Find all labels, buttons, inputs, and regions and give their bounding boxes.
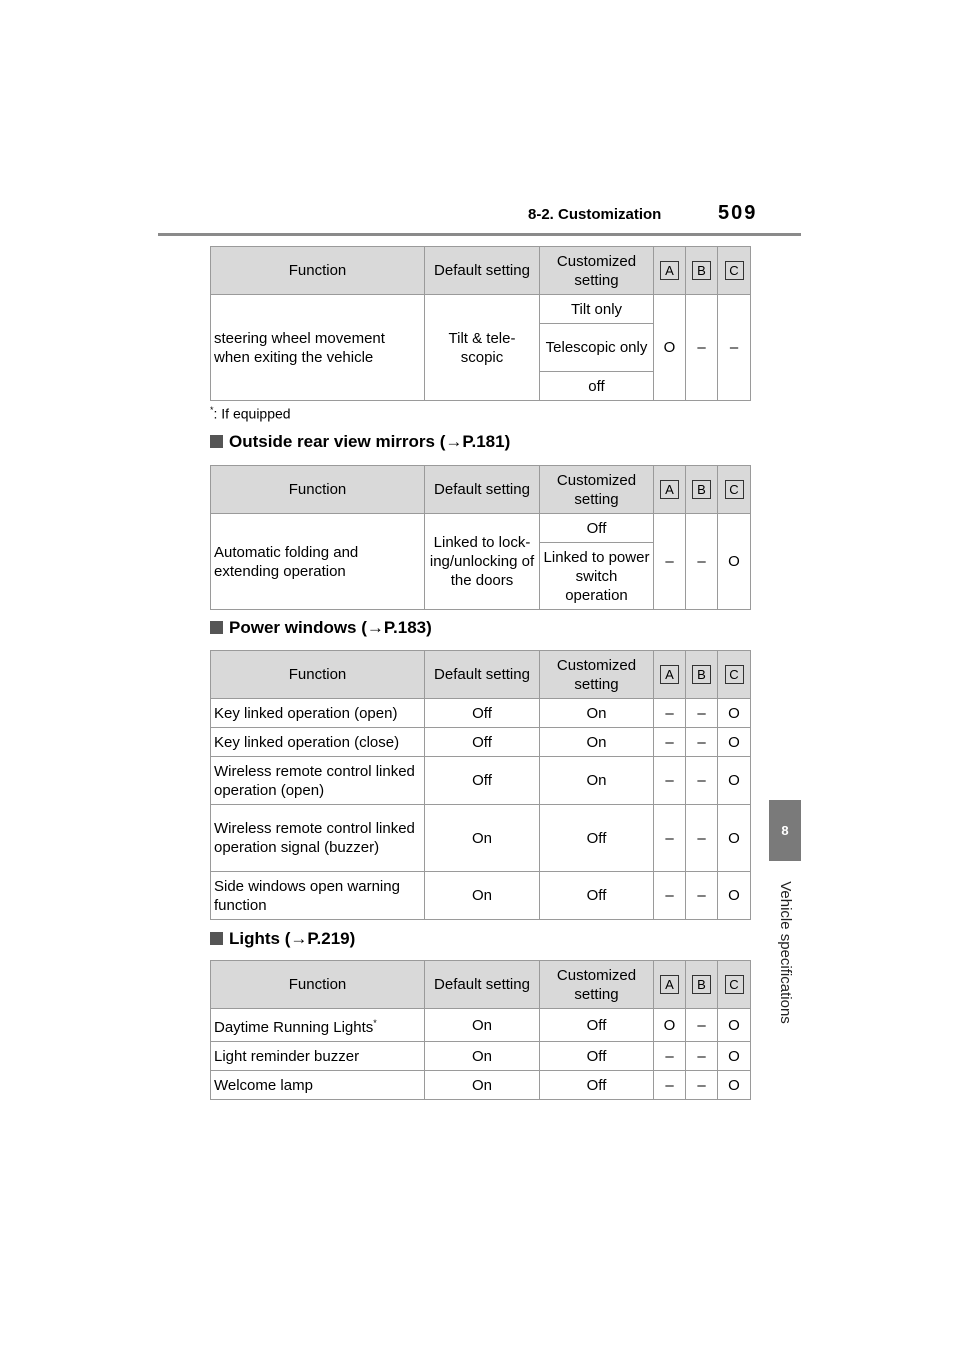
section-heading-mirrors: Outside rear view mirrors (→P.181) <box>210 432 510 452</box>
col-c: C <box>718 961 751 1009</box>
steering-table <box>210 246 751 401</box>
table-cell-b: – <box>686 1042 718 1071</box>
page-number: 509 <box>718 202 758 224</box>
table-cell-b: – <box>686 699 718 728</box>
section-title: 8-2. Customization <box>528 206 662 223</box>
table-cell-c: O <box>718 757 751 805</box>
square-bullet-icon <box>210 932 223 945</box>
table-cell-a: – <box>654 699 686 728</box>
col-a: A <box>654 651 686 699</box>
table-cell-function: Key linked operation (close) <box>211 728 425 757</box>
chapter-tab <box>769 800 801 861</box>
table-cell-c: O <box>718 1071 751 1100</box>
table-row <box>211 728 751 757</box>
col-customized: Customized setting <box>540 247 654 295</box>
table-cell-function: Wireless remote control linked operation (open) <box>211 757 425 805</box>
col-b: B <box>686 247 718 295</box>
table-cell-function: Side windows open warning function <box>211 872 425 920</box>
table-cell-option: Tilt only <box>540 295 654 324</box>
table-row <box>211 757 751 805</box>
col-a: A <box>654 247 686 295</box>
table-cell-custom: Off <box>540 872 654 920</box>
table-row <box>211 699 751 728</box>
col-default: Default setting <box>425 466 540 514</box>
table-cell-custom: Off <box>540 1071 654 1100</box>
col-c: C <box>718 247 751 295</box>
square-bullet-icon <box>210 435 223 448</box>
col-b: B <box>686 961 718 1009</box>
col-customized: Customized setting <box>540 961 654 1009</box>
table-cell-b: – <box>686 728 718 757</box>
table-cell-default: On <box>425 1009 540 1042</box>
table-cell-option: Telescopic only <box>540 324 654 372</box>
table-cell-b: – <box>686 757 718 805</box>
col-a: A <box>654 961 686 1009</box>
col-c: C <box>718 651 751 699</box>
col-function: Function <box>211 961 425 1009</box>
windows-table <box>210 650 751 920</box>
table-cell-a: – <box>654 1042 686 1071</box>
col-customized: Customized setting <box>540 651 654 699</box>
table-cell-a: O <box>654 295 686 401</box>
table-cell-custom: On <box>540 757 654 805</box>
col-function: Function <box>211 247 425 295</box>
table-cell-function: Key linked operation (open) <box>211 699 425 728</box>
table-cell-default: Off <box>425 728 540 757</box>
table-cell-option: Linked to power switch operation <box>540 543 654 610</box>
table-cell-default: Off <box>425 757 540 805</box>
table-cell-b: – <box>686 1009 718 1042</box>
table-cell-function: Automatic folding and extending operation <box>211 514 425 610</box>
col-function: Function <box>211 466 425 514</box>
table-cell-b: – <box>686 514 718 610</box>
table-cell-a: – <box>654 728 686 757</box>
table-cell-custom: On <box>540 699 654 728</box>
table-cell-a: O <box>654 1009 686 1042</box>
col-a: A <box>654 466 686 514</box>
table-row <box>211 1071 751 1100</box>
mirrors-table <box>210 465 751 610</box>
footnote: *: If equipped <box>210 405 291 422</box>
table-row <box>211 805 751 872</box>
table-cell-option: off <box>540 372 654 401</box>
col-customized: Customized setting <box>540 466 654 514</box>
table-cell-function: Daytime Running Lights* <box>211 1009 425 1042</box>
table-cell-default: On <box>425 1042 540 1071</box>
table-cell-function: Light reminder buzzer <box>211 1042 425 1071</box>
table-cell-default: On <box>425 1071 540 1100</box>
table-cell-a: – <box>654 1071 686 1100</box>
table-cell-custom: Off <box>540 805 654 872</box>
lights-table <box>210 960 751 1100</box>
col-default: Default setting <box>425 651 540 699</box>
chapter-number: 8 <box>781 823 789 838</box>
table-cell-c: O <box>718 872 751 920</box>
table-cell-default: On <box>425 805 540 872</box>
table-row <box>211 872 751 920</box>
col-default: Default setting <box>425 247 540 295</box>
table-cell-b: – <box>686 872 718 920</box>
table-cell-a: – <box>654 872 686 920</box>
col-c: C <box>718 466 751 514</box>
table-cell-a: – <box>654 805 686 872</box>
table-cell-a: – <box>654 514 686 610</box>
section-heading-lights: Lights (→P.219) <box>210 929 355 949</box>
table-cell-custom: Off <box>540 1009 654 1042</box>
table-cell-c: O <box>718 514 751 610</box>
table-cell-c: – <box>718 295 751 401</box>
table-cell-function: steering wheel movement when exiting the vehicle <box>211 295 425 401</box>
chapter-title: Vehicle specifications <box>776 880 794 1024</box>
table-cell-default: Off <box>425 699 540 728</box>
square-bullet-icon <box>210 621 223 634</box>
table-cell-b: – <box>686 1071 718 1100</box>
table-cell-c: O <box>718 805 751 872</box>
table-row <box>211 1009 751 1042</box>
header-divider <box>158 233 801 236</box>
section-heading-windows: Power windows (→P.183) <box>210 618 432 638</box>
col-b: B <box>686 651 718 699</box>
table-cell-c: O <box>718 1009 751 1042</box>
chapter-title-wrap <box>770 862 800 1042</box>
table-cell-c: O <box>718 699 751 728</box>
table-cell-custom: Off <box>540 1042 654 1071</box>
col-function: Function <box>211 651 425 699</box>
table-cell-b: – <box>686 805 718 872</box>
table-cell-c: O <box>718 1042 751 1071</box>
table-cell-a: – <box>654 757 686 805</box>
table-cell-default: On <box>425 872 540 920</box>
table-cell-default: Tilt & tele-scopic <box>425 295 540 401</box>
table-cell-default: Linked to lock-ing/unlocking of the doors <box>425 514 540 610</box>
table-cell-function: Welcome lamp <box>211 1071 425 1100</box>
col-b: B <box>686 466 718 514</box>
table-cell-custom: On <box>540 728 654 757</box>
table-cell-function: Wireless remote control linked operation signal (buzzer) <box>211 805 425 872</box>
table-cell-option: Off <box>540 514 654 543</box>
table-cell-c: O <box>718 728 751 757</box>
col-default: Default setting <box>425 961 540 1009</box>
table-row <box>211 1042 751 1071</box>
table-cell-b: – <box>686 295 718 401</box>
